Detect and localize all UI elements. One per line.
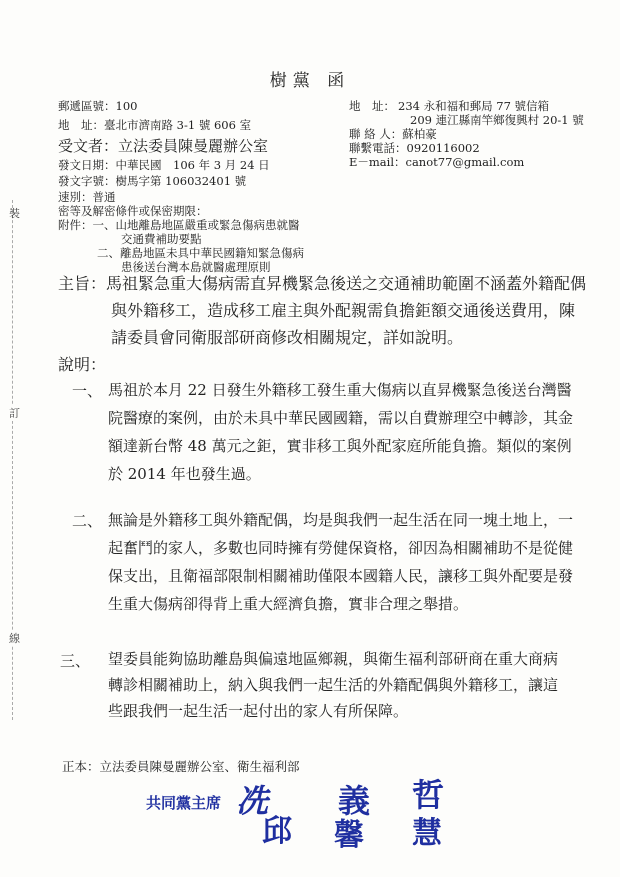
subject-label: 主旨： [58,274,107,293]
item-3-number: 三、 [60,652,91,670]
item-2-text: 無論是外籍移工與外籍配偶，均是與我們一起生活在同一塊土地上，一起奮鬥的家人，多數也同時擁有勞健保資格，卻因為相關補助不是從健保支出，且衛福部限制相關補助僅限本國籍人民，讓移工與外配要是發生重大傷病卻得背上重大經濟負擔，實非合理之舉措。 [108,511,574,613]
signature-name-2b: 馨 [334,818,364,853]
attachment-1: 附件：一、山地離島地區嚴重或緊急傷病患就醫 [58,218,300,232]
subject [58,270,588,351]
binding-mark-line: 線 [9,632,20,645]
attachment-1-cont: 交通費補助要點 [121,232,202,246]
binding-line [9,200,27,720]
signature-name-1a: 冼 [236,782,269,820]
signature-name-3a: 哲 [412,776,445,814]
issue-date: 發文日期：中華民國 106 年 3 月 24 日 [58,158,270,172]
attachment-2-cont: 患後送台灣本島就醫處理原則 [121,260,271,274]
sender-address-line-2: 209 連江縣南竿鄉復興村 20-1 號 [410,113,584,127]
postal-code: 郵遞區號：100 [58,99,138,113]
signature-name-1b: 邱 [262,814,292,849]
signature-name-2a: 義 [338,782,371,820]
recipient-address [58,118,251,133]
contact-person: 聯 絡 人：蘇柏豪 [349,127,437,141]
subject-text: 馬祖緊急重大傷病需直昇機緊急後送之交通補助範圍不涵蓋外籍配偶與外籍移工，造成移工雇主與外配親需負擔鉅額交通後送費用，陳請委員會同衛服部研商修改相關規定，詳如說明。 [106,274,587,347]
recipient-address-value: 臺北市濟南路 3-1 號 606 室 [104,118,252,132]
explanation-label: 說明： [58,355,107,374]
signature-name-3b: 慧 [412,816,442,851]
binding-mark-bind: 裝 [9,207,20,220]
item-2-number: 二、 [72,512,103,530]
classification: 密等及解密條件或保密期限： [58,204,208,218]
sender-address-label: 地 址： [349,99,395,113]
recipient: 受文者：立法委員陳曼麗辦公室 [58,137,269,155]
binding-mark-staple: 訂 [9,407,20,420]
contact-phone: 聯繫電話：0920116002 [349,141,480,155]
document-type-title: 樹黨 函 [269,71,351,91]
item-3-text: 望委員能夠協助離島與偏遠地區鄉親，與衛生福利部研商在重大商病轉診相關補助上，納入與我們一起生活的外籍配偶與外籍移工，讓這些跟我們一起生活一起付出的家人有所保障。 [108,650,559,720]
attachment-2: 二、離島地區未具中華民國籍知緊急傷病 [97,246,304,260]
cc-line: 正本：立法委員陳曼麗辦公室、衛生福利部 [62,759,300,774]
recipient-address-label: 地 址： [58,118,104,132]
issue-number: 發文字號：樹馬字第 106032401 號 [58,174,247,188]
item-1-text: 馬祖於本月 22 日發生外籍移工發生重大傷病以直昇機緊急後送台灣醫院醫療的案例，由於未具中華民國國籍，需以自費辦理空中轉診，其金額達新台幣 48 萬元之鉅，實非移工與外配家庭所能負擔。類似的案例於 2014 年也發生過。 [108,381,574,483]
speed-class: 速別：普通 [58,190,116,204]
subject-block [58,270,588,351]
item-1-number: 一、 [72,382,103,400]
sender-address-line-1: 234 永和福和郵局 77 號信箱 [398,99,550,113]
contact-email: E－mail：canot77@gmail.com [349,155,525,169]
signature-title: 共同黨主席 [146,794,222,812]
